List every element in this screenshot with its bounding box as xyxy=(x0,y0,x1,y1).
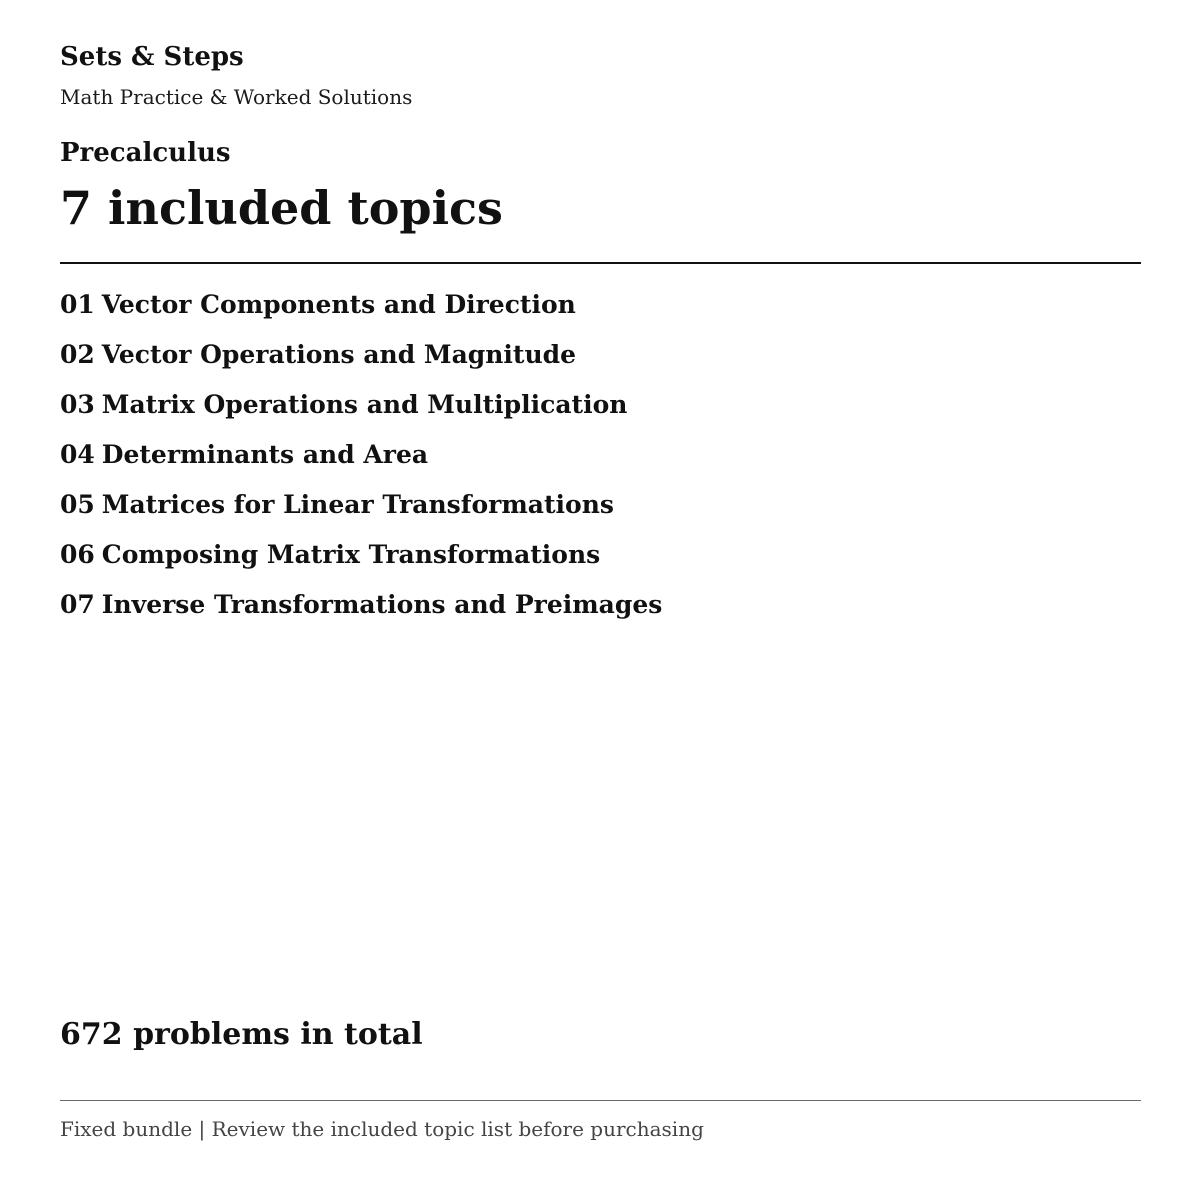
subject-title: Precalculus xyxy=(60,138,231,168)
topics-headline: 7 included topics xyxy=(60,181,503,235)
topic-title: Matrix Operations and Multiplication xyxy=(101,390,628,419)
topic-title: Inverse Transformations and Preimages xyxy=(101,590,663,619)
topic-item xyxy=(60,530,662,580)
header-divider xyxy=(60,262,1141,264)
topic-item xyxy=(60,380,662,430)
topic-number: 02 xyxy=(60,340,95,369)
topic-title: Vector Operations and Magnitude xyxy=(101,340,577,369)
footer-divider xyxy=(60,1100,1141,1101)
topic-number: 06 xyxy=(60,540,95,569)
topic-number: 05 xyxy=(60,490,95,519)
topic-item xyxy=(60,330,662,380)
brand-name: Sets & Steps xyxy=(60,42,244,72)
topic-number: 07 xyxy=(60,590,95,619)
topic-list xyxy=(60,280,662,630)
topic-title: Matrices for Linear Transformations xyxy=(101,490,614,519)
topic-item xyxy=(60,280,662,330)
footer-note: Fixed bundle | Review the included topic list before purchasing xyxy=(60,1117,704,1141)
topic-number: 03 xyxy=(60,390,95,419)
topic-title: Vector Components and Direction xyxy=(101,290,576,319)
problem-total: 672 problems in total xyxy=(60,1017,423,1052)
topic-title: Determinants and Area xyxy=(101,440,429,469)
topic-item xyxy=(60,480,662,530)
topic-number: 01 xyxy=(60,290,95,319)
topic-number: 04 xyxy=(60,440,95,469)
brand-tagline: Math Practice & Worked Solutions xyxy=(60,85,413,109)
topic-item xyxy=(60,580,662,630)
topic-item xyxy=(60,430,662,480)
topic-title: Composing Matrix Transformations xyxy=(101,540,601,569)
